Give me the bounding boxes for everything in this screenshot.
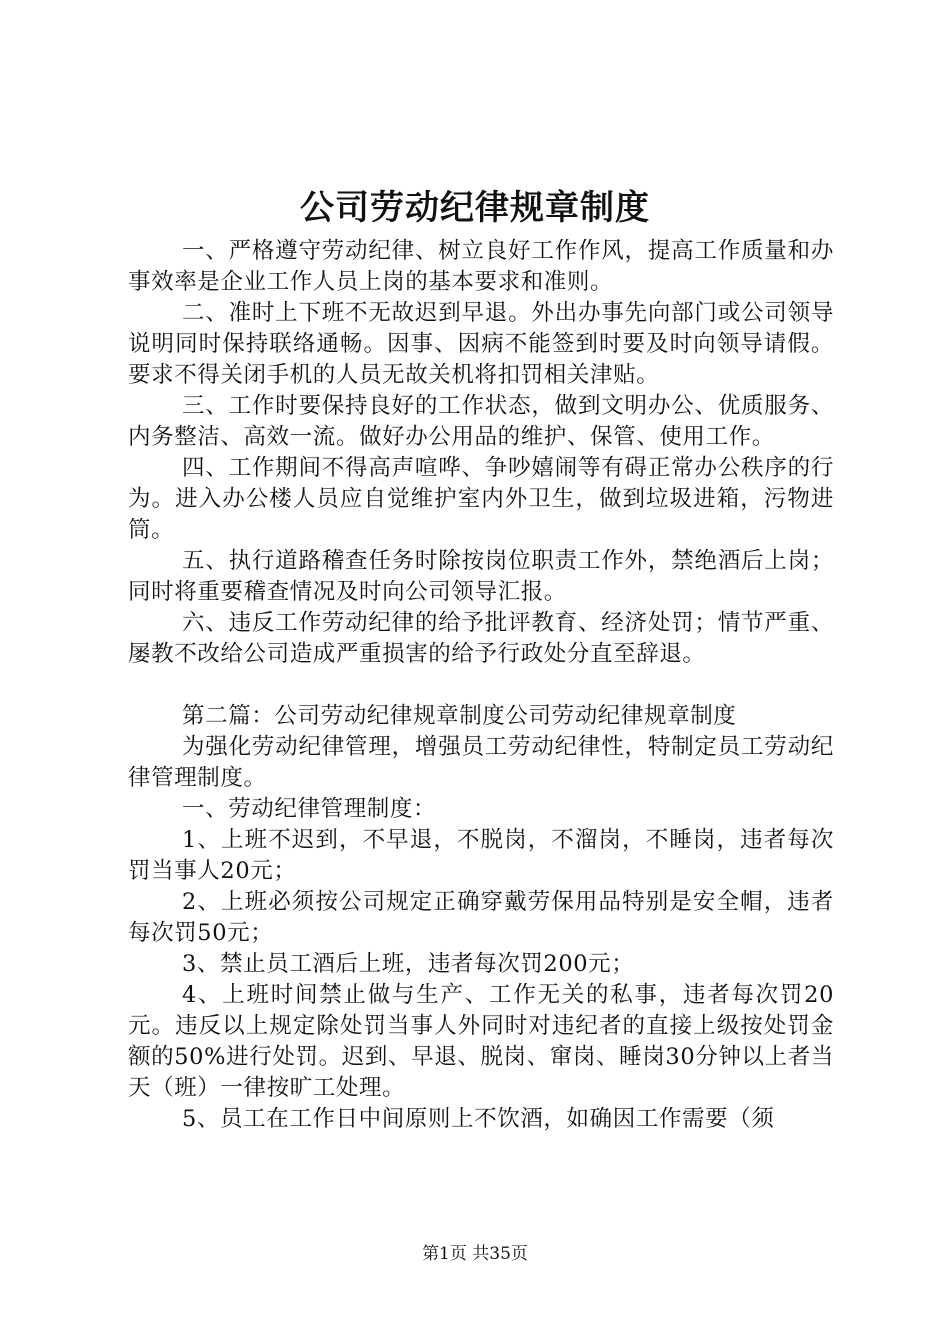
paragraph: 4、上班时间禁止做与生产、工作无关的私事，违者每次罚20元。违反以上规定除处罚当事人外同时对违纪者的直接上级按处罚金额的50%进行处罚。迟到、早退、脱岗、窜岗、睡岗30分钟以上者当天（班）一律按旷工处理。 [128, 982, 834, 1101]
paragraph: 1、上班不迟到，不早退，不脱岗，不溜岗，不睡岗，违者每次罚当事人20元； [128, 827, 834, 884]
paragraph: 五、执行道路稽查任务时除按岗位职责工作外，禁绝酒后上岗；同时将重要稽查情况及时向公司领导汇报。 [128, 548, 834, 605]
paragraph: 二、准时上下班不无故迟到早退。外出办事先向部门或公司领导说明同时保持联络通畅。因事、因病不能签到时要及时向领导请假。要求不得关闭手机的人员无故关机将扣罚相关津贴。 [128, 300, 834, 388]
document-body [128, 236, 834, 1135]
paragraph: 一、劳动纪律管理制度： [182, 796, 437, 822]
paragraph: 2、上班必须按公司规定正确穿戴劳保用品特别是安全帽，违者每次罚50元； [128, 889, 834, 946]
paragraph: 四、工作期间不得高声喧哗、争吵嬉闹等有碍正常办公秩序的行为。进入办公楼人员应自觉维护室内外卫生，做到垃圾进箱，污物进筒。 [128, 455, 834, 543]
document-title: 公司劳动纪律规章制度 [300, 188, 650, 228]
page-number: 第1页 共35页 [422, 1244, 528, 1264]
section-heading: 第二篇：公司劳动纪律规章制度公司劳动纪律规章制度 [182, 703, 737, 729]
paragraph: 六、违反工作劳动纪律的给予批评教育、经济处罚；情节严重、屡教不改给公司造成严重损害的给予行政处分直至辞退。 [128, 610, 834, 667]
paragraph: 三、工作时要保持良好的工作状态，做到文明办公、优质服务、内务整洁、高效一流。做好办公用品的维护、保管、使用工作。 [128, 393, 834, 450]
paragraph: 为强化劳动纪律管理，增强员工劳动纪律性，特制定员工劳动纪律管理制度。 [128, 734, 834, 791]
paragraph: 一、严格遵守劳动纪律、树立良好工作作风，提高工作质量和办事效率是企业工作人员上岗的基本要求和准则。 [128, 238, 834, 295]
paragraph: 3、禁止员工酒后上班，违者每次罚200元； [182, 951, 635, 977]
paragraph: 5、员工在工作日中间原则上不饮酒，如确因工作需要（须 [182, 1106, 775, 1132]
